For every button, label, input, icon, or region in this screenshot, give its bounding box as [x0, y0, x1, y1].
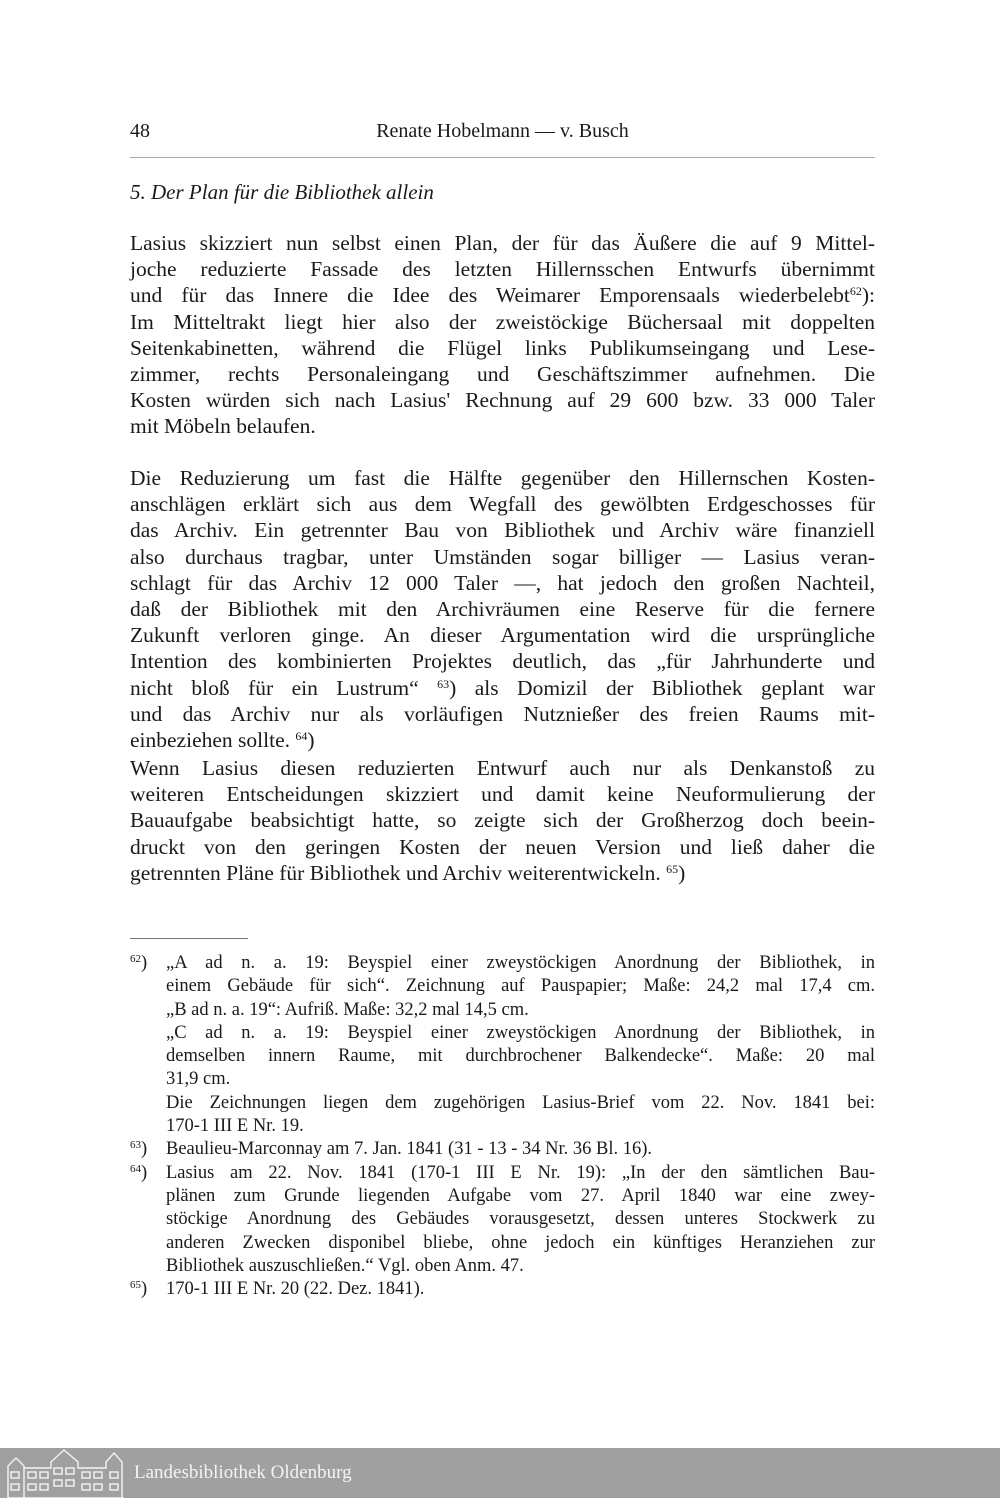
paragraph-1 [130, 230, 875, 440]
footnote-ref[interactable]: 63 [437, 676, 450, 691]
text-line: Die Reduzierung um fast die Hälfte gegenüber den Hillernschen Kosten- [130, 466, 875, 490]
page-number: 48 [130, 120, 150, 142]
text-line: nicht bloß für ein Lustrum“ $^{63}$) als Domizil der Bibliothek geplant war [130, 675, 876, 700]
text-line: druckt von den geringen Kosten der neuen Version und ließ daher die [130, 834, 875, 859]
section-title: 5. Der Plan für die Bibliothek allein [130, 180, 434, 204]
page-header [130, 120, 875, 148]
text-line: weiteren Entscheidungen skizziert und damit keine Neuformulierung der [130, 782, 875, 807]
text-line: das Archiv. Ein getrennter Bau von Bibliothek und Archiv wäre finanziell [130, 518, 875, 543]
text-line: Im Mitteltrakt liegt hier also der zweistöckige Büchersaal mit doppelten [130, 309, 875, 334]
text-line: und für das Innere die Idee des Weimarer Emporensaals wiederbelebt$^{62}$): [130, 283, 875, 308]
text-line: also durchaus tragbar, unter Umständen sogar billiger — Lasius veran- [130, 544, 875, 569]
footnote-62: $^{62}$) „A ad n. a. 19: Beyspiel einer zweystöckigen Anordnung der Bibliothek, in einem Gebäude für sich“. Zeichnung auf Pauspapier; Maße: 24,2 mal 17,4 cm. „B ad n. a. 19“: Aufriß. Maße: 32,2 mal 14,5 cm. „C ad n. a. 19: Beyspiel einer zweystöckigen Anordnung der Bibliothek, in demselben innern Raume, mit durchbrochener Balkendecke“. Maße: 20 mal 31,9 cm. Die Zeichnungen liegen dem zugehörigen Lasius-Brief vom 22. Nov. 1841 bei: 170-1 III E Nr. 19. [130, 953, 875, 1137]
footnote-65: $^{65}$) 170-1 III E Nr. 20 (22. Dez. 1841). [130, 1279, 425, 1300]
footnote-rule [130, 938, 248, 939]
text-line: getrennten Pläne für Bibliothek und Archiv weiterentwickeln. $^{65}$) [130, 860, 686, 885]
text-line: und das Archiv nur als vorläufigen Nutznießer des freien Raums mit- [130, 701, 875, 726]
footnote-ref[interactable]: 62 [849, 284, 862, 299]
text-line: schlagt für das Archiv 12 000 Taler —, hat jedoch den großen Nachteil, [130, 570, 875, 595]
text-line: Zukunft verloren ginge. An dieser Argumentation wird die ursprüngliche [130, 623, 875, 648]
text-line: daß der Bibliothek mit den Archivräumen eine Reserve für die fernere [130, 597, 875, 622]
footnote-ref[interactable]: 65 [666, 861, 679, 876]
footnote-ref[interactable]: 64 [295, 729, 308, 744]
text-line: Intention des kombinierten Projektes deutlich, das „für Jahrhunderte und [130, 649, 875, 674]
running-head: Renate Hobelmann — v. Busch [376, 120, 629, 142]
text-line: Wenn Lasius diesen reduzierten Entwurf auch nur als Denkanstoß zu [130, 756, 875, 780]
institution-name: Landesbibliothek Oldenburg [134, 1462, 352, 1483]
text-line: zimmer, rechts Personaleingang und Geschäftszimmer aufnehmen. Die [130, 362, 875, 387]
text-line: einbeziehen sollte. $^{64}$) [130, 728, 315, 753]
text-line: Bauaufgabe beabsichtigt hatte, so zeigte sich der Großherzog doch beein- [130, 808, 875, 833]
paragraph-3 [130, 755, 875, 886]
text-line: Lasius skizziert nun selbst einen Plan, der für das Äußere die auf 9 Mittel- [130, 231, 875, 255]
footnote-64: $^{64}$) Lasius am 22. Nov. 1841 (170-1 III E Nr. 19): „In der den sämtlichen Bau- plänen zum Grunde liegenden Aufgabe vom 27. April 1840 war eine zwey- stöckige Anordnung des Gebäudes vorausgesetzt, dessen unteres Stockwerk zu anderen Zwecken disponibel bliebe, ohne jedoch ein künftiges Heranziehen zur Bibliothek auszuschließen.“ Vgl. oben Anm. 47. [130, 1162, 875, 1276]
header-rule [130, 157, 875, 158]
text-line: Kosten würden sich nach Lasius' Rechnung auf 29 600 bzw. 33 000 Taler [130, 388, 875, 413]
footnotes [130, 952, 875, 1301]
text-line: Seitenkabinetten, während die Flügel links Publikumseingang und Lese- [130, 335, 875, 360]
text-line: joche reduzierte Fassade des letzten Hillernsschen Entwurfs übernimmt [130, 257, 875, 282]
library-building-icon [6, 1448, 126, 1498]
text-line: anschlägen erklärt sich aus dem Wegfall des gewölbten Erdgeschosses für [130, 492, 875, 517]
footnote-63: $^{63}$) Beaulieu-Marconnay am 7. Jan. 1841 (31 - 13 - 34 Nr. 36 Bl. 16). [130, 1139, 653, 1160]
footer-bar [0, 1448, 1000, 1498]
text-line: mit Möbeln belaufen. [130, 414, 316, 439]
paragraph-2 [130, 465, 875, 753]
